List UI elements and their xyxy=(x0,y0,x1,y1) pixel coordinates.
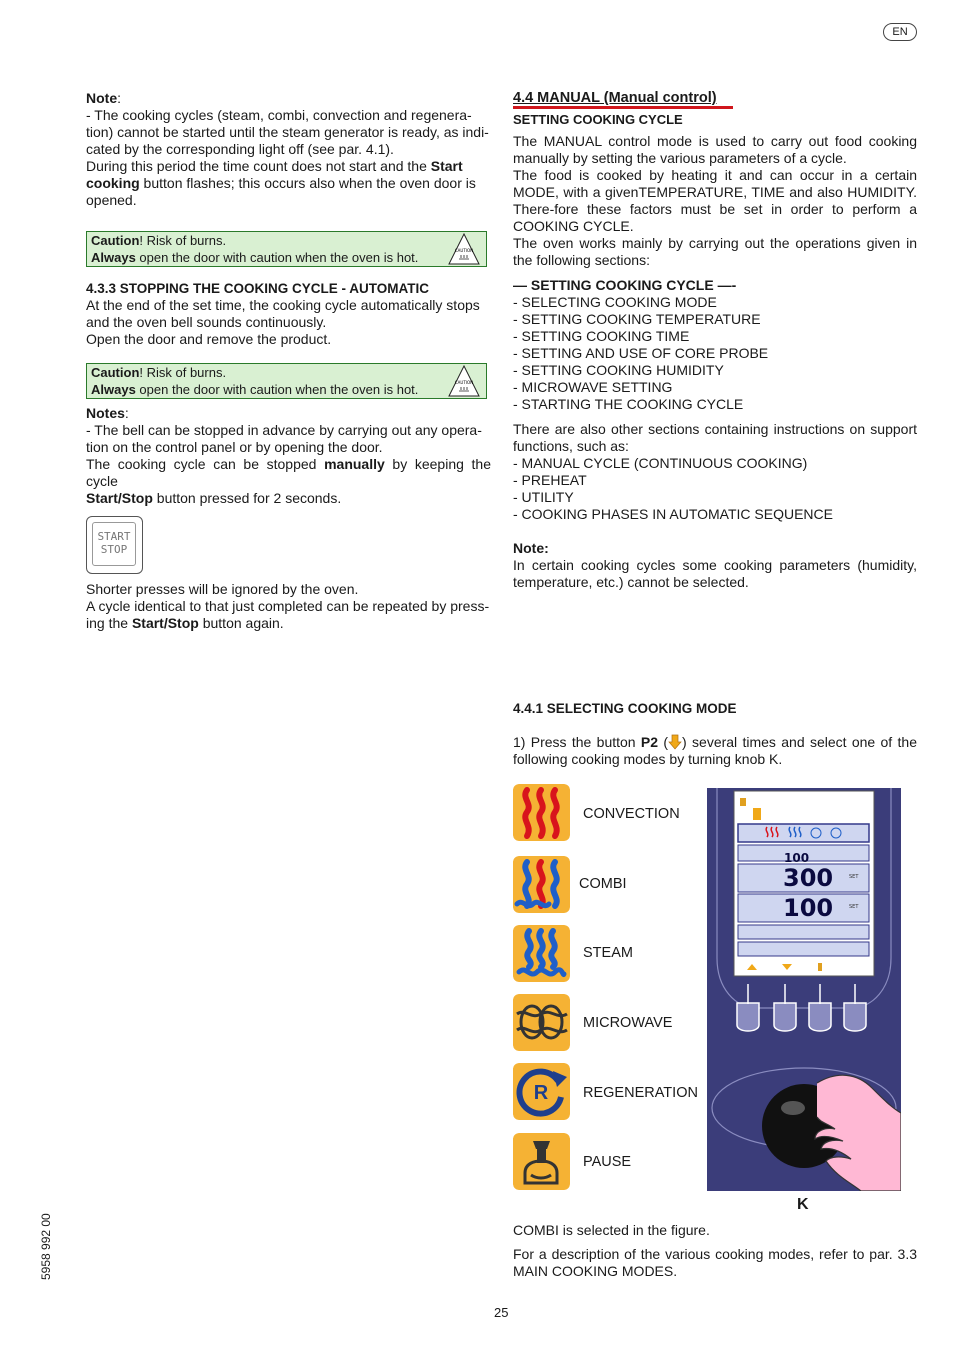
control-panel xyxy=(707,788,901,1191)
notes-title: Notes: xyxy=(86,405,129,421)
list-item: - SETTING COOKING HUMIDITY xyxy=(513,362,724,378)
mode-label-regeneration: REGENERATION xyxy=(583,1085,698,1101)
svg-text:SET: SET xyxy=(849,904,859,910)
microwave-mode-icon xyxy=(513,994,570,1051)
left-column xyxy=(86,90,491,632)
list-item: - SETTING COOKING TIME xyxy=(513,328,690,344)
list-item: - SETTING COOKING TEMPERATURE xyxy=(513,311,761,327)
intro-paragraph: The MANUAL control mode is used to carry out food cooking manually by setting the various parameters of a cycle. xyxy=(513,133,917,166)
svg-text:CAUTION: CAUTION xyxy=(454,248,474,253)
caption-reference: For a description of the various cooking modes, refer to par. 3.3 MAIN COOKING MODES. xyxy=(513,1246,917,1279)
control-panel-drawing xyxy=(707,788,901,1191)
list-item: - SELECTING COOKING MODE xyxy=(513,294,717,310)
list-item: - MANUAL CYCLE (CONTINUOUS COOKING) xyxy=(513,455,808,471)
temperature-readout: 300 xyxy=(783,864,834,892)
start-stop-button[interactable] xyxy=(86,516,143,574)
list-item: - SETTING AND USE OF CORE PROBE xyxy=(513,345,769,361)
list-title: — SETTING COOKING CYCLE —- xyxy=(513,277,737,293)
humidity-readout: 100 xyxy=(784,851,810,865)
caution-box: Caution! Risk of burns. Always open the door with caution when the oven is hot. CAUTION xyxy=(86,363,487,399)
mode-label-pause: PAUSE xyxy=(583,1154,632,1170)
list-item: - UTILITY xyxy=(513,489,574,505)
list-item: - MICROWAVE SETTING xyxy=(513,379,673,395)
arrow-down-icon xyxy=(668,734,682,750)
other-intro: There are also other sections containing instructions on support functions, such as: xyxy=(513,421,917,454)
list-item: - STARTING THE COOKING CYCLE xyxy=(513,396,744,412)
cycle-steps-list xyxy=(513,294,917,413)
intro-paragraph: The food is cooked by heating it and can occur in a certain MODE, with a givenTEMPERATURE, TIME and also HUMIDITY. There-fore these factors must be set in order to perform a COOKING CYCLE. xyxy=(513,167,917,234)
mode-label-combi: COMBI xyxy=(579,876,627,892)
list-item: - COOKING PHASES IN AUTOMATIC SEQUENCE xyxy=(513,506,833,522)
language-badge: EN xyxy=(883,23,917,41)
stop-text: At the end of the set time, the cooking cycle automatically stops and the oven bell sounds continuously. Open the door and remove the product. xyxy=(86,297,480,347)
step1-text: 1) Press the button P2 ( ) several times and select one of the following cooking modes by turning knob K. xyxy=(513,734,917,767)
combi-mode-icon xyxy=(513,856,570,913)
list-item: - PREHEAT xyxy=(513,472,587,488)
stop-heading: 4.3.3 STOPPING THE COOKING CYCLE - AUTOMATIC xyxy=(86,281,430,296)
intro-paragraph: The oven works mainly by carrying out the operations given in the following sections: xyxy=(513,235,917,268)
start-stop-label: START STOP xyxy=(92,522,136,566)
right-column xyxy=(513,90,917,591)
hot-surface-warning-icon xyxy=(448,364,480,398)
page-number: 25 xyxy=(494,1305,509,1320)
after-button-text: Shorter presses will be ignored by the oven. A cycle identical to that just completed can be repeated by press- ing the Start/Stop button again. xyxy=(86,581,490,631)
note-text: - The cooking cycles (steam, combi, convection and regenera- tion) cannot be started until the steam generator is ready, as indi- cated by the corresponding light off (see par. 4.1). During this period the time count does not start and the Start cooking button flashes; this occurs also when the oven door is opened. xyxy=(86,107,489,208)
svg-text:SET: SET xyxy=(849,874,859,880)
regeneration-mode-icon xyxy=(513,1063,570,1120)
pause-mode-icon xyxy=(513,1133,570,1190)
note-title: Note: xyxy=(513,540,549,556)
mode-heading: 4.4.1 SELECTING COOKING MODE xyxy=(513,701,737,716)
mode-label-microwave: MICROWAVE xyxy=(583,1015,673,1031)
convection-mode-icon xyxy=(513,784,570,841)
notes-text: - The bell can be stopped in advance by carrying out any opera- tion on the control panel or by opening the door. The cooking cycle can be stopped manually by keeping the cycle Start/Stop button pressed for 2 seconds. xyxy=(86,422,491,506)
note-text: In certain cooking cycles some cooking parameters (humidity, temperature, etc.) cannot be selected. xyxy=(513,557,917,590)
section-title: 4.4 MANUAL (Manual control) xyxy=(513,90,717,106)
mode-label-steam: STEAM xyxy=(583,945,633,961)
svg-text:R: R xyxy=(533,1082,549,1104)
hot-surface-warning-icon xyxy=(448,232,480,266)
caution-box: Caution! Risk of burns. Always open the door with caution when the oven is hot. CAUTION xyxy=(86,231,487,267)
steam-mode-icon xyxy=(513,925,570,982)
section-subtitle: SETTING COOKING CYCLE xyxy=(513,112,683,127)
knob-label: K xyxy=(797,1196,809,1213)
svg-text:CAUTION: CAUTION xyxy=(454,380,474,385)
support-functions-list xyxy=(513,455,917,523)
caption-selected: COMBI is selected in the figure. xyxy=(513,1222,710,1238)
time-readout: 100 xyxy=(783,894,834,922)
mode-label-convection: CONVECTION xyxy=(583,806,680,822)
document-number: 5958 992 00 xyxy=(39,1213,53,1280)
note-title: Note: xyxy=(86,90,122,106)
